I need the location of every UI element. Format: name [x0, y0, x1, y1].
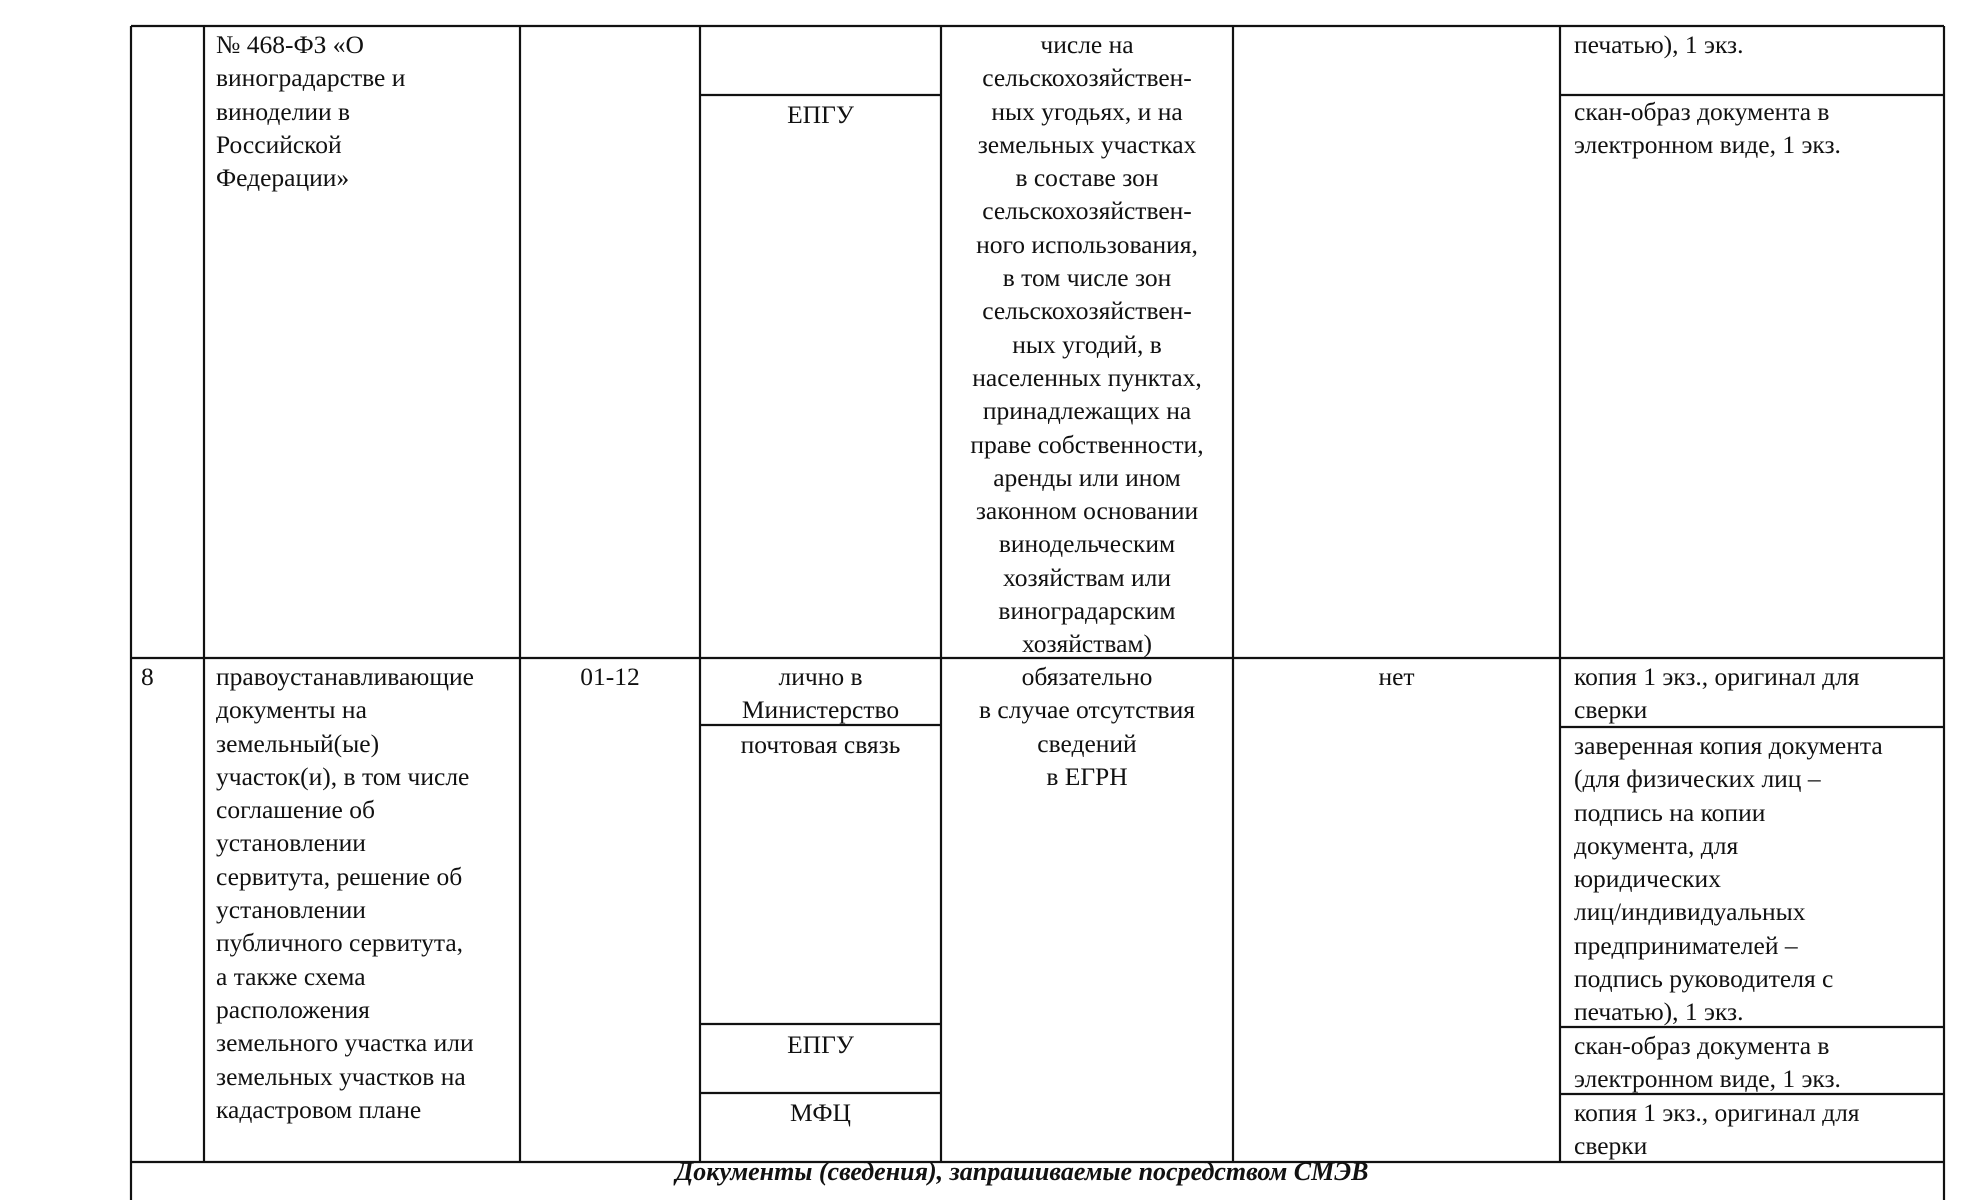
- row1-form-scan: скан-образ документа в электронном виде, 1 экз.: [1574, 97, 1841, 160]
- row2-code: 01-12: [580, 662, 640, 691]
- row2-smev: нет: [1378, 662, 1415, 691]
- row2-form-copy: копия 1 экз., оригинал для сверки: [1574, 662, 1860, 725]
- row2-channel-epgu: ЕПГУ: [787, 1030, 854, 1059]
- row1-condition: числе на сельскохозяйствен- ных угодьях, и на земельных участках в составе зон сельскохозяйствен- ного использования, в том числе зон сельскохозяйствен- ных угодий, в населенных пунктах, принадлежащих на праве собственности, аренды или ином законном основании винодельческим хозяйствам или виноградарским хозяйствам): [970, 30, 1204, 659]
- row2-form-certified: заверенная копия документа (для физических лиц – подпись на копии документа, для юридических лиц/индивидуальных предпринимателей – подпись руководителя с печатью), 1 экз.: [1574, 731, 1883, 1027]
- section-title: Документы (сведения), запрашиваемые посредством СМЭВ: [675, 1157, 1369, 1186]
- row2-channel-post: почтовая связь: [740, 730, 901, 759]
- row2-condition: обязательно в случае отсутствия сведений в ЕГРН: [979, 662, 1195, 791]
- row2-form-scan: скан-образ документа в электронном виде, 1 экз.: [1574, 1031, 1841, 1094]
- row2-channel-mfc: МФЦ: [790, 1098, 851, 1127]
- row2-form-copy-mfc: копия 1 экз., оригинал для сверки: [1574, 1098, 1860, 1161]
- row1-document: № 468-ФЗ «О виноградарстве и виноделии в Российской Федерации»: [216, 30, 406, 193]
- row2-document: правоустанавливающие документы на земельный(ые) участок(и), в том числе соглашение об установлении сервитута, решение об установлении публичного сервитута, а также схема расположения земельного участка или земельных участков на кадастровом плане: [216, 662, 474, 1124]
- row2-channel-personal: лично в Министерство: [741, 662, 900, 725]
- row2-number: 8: [141, 662, 154, 691]
- row1-form-print: печатью), 1 экз.: [1574, 30, 1744, 59]
- row1-channel-epgu: ЕПГУ: [787, 100, 854, 129]
